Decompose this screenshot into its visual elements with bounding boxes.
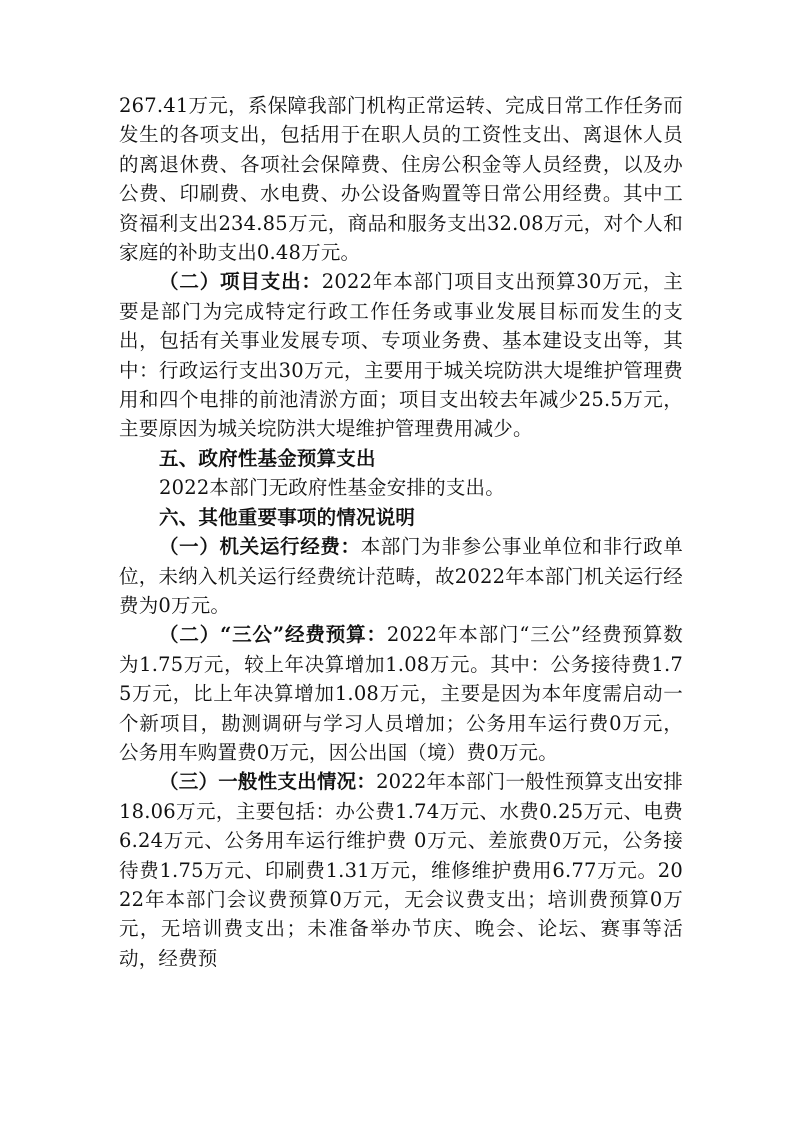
paragraph-agency-operating-costs xyxy=(119,532,683,620)
section-heading-government-fund: 五、政府性基金预算支出 xyxy=(159,446,376,470)
document-body xyxy=(119,91,683,973)
paragraph-text: 2022本部门无政府性基金安排的支出。 xyxy=(159,476,505,500)
paragraph-lead: （三）一般性支出情况： xyxy=(159,770,377,794)
paragraph-project-expenditure xyxy=(119,267,683,443)
paragraph-three-public-expenses xyxy=(119,620,683,767)
paragraph-government-fund xyxy=(119,473,683,502)
paragraph-text: 本部门为非参公事业单位和非行政单位，未纳入机关运行经费统计范畴，故2022年本部门机关运行经费为0万元。 xyxy=(119,535,683,617)
paragraph-text: 267.41万元，系保障我部门机构正常运转、完成日常工作任务而发生的各项支出，包括用于在职人员的工资性支出、离退休人员的离退休费、各项社会保障费、住房公积金等人员经费，以及办公费、印刷费、水电费、办公设备购置等日常公用经费。其中工资福利支出234.85万元，商品和服务支出32.08万元，对个人和家庭的补助支出0.48万元。 xyxy=(119,94,683,265)
paragraph-text: 2022年本部门“三公”经费预算数为1.75万元，较上年决算增加1.08万元。其中：公务接待费1.75万元，比上年决算增加1.08万元，主要是因为本年度需启动一个新项目，勘测调研与学习人员增加；公务用车运行费0万元，公务用车购置费0万元，因公出国（境）费0万元。 xyxy=(119,623,683,764)
paragraph-lead: （二）“三公”经费预算： xyxy=(159,623,387,647)
paragraph-text: 2022年本部门一般性预算支出安排18.06万元，主要包括：办公费1.74万元、水费0.25万元、电费6.24万元、公务用车运行维护费 0万元、差旅费0万元，公务接待费1.75万元、印刷费1.31万元，维修维护费用6.77万元。2022年本部门会议费预算0万元，无会议费支出；培训费预算0万元，无培训费支出；未准备举办节庆、晚会、论坛、赛事等活动，经费预 xyxy=(119,770,684,970)
paragraph-lead: （一）机关运行经费： xyxy=(159,535,361,559)
paragraph-general-expenditure xyxy=(119,767,683,973)
paragraph-text: 2022年本部门项目支出预算30万元，主要是部门为完成特定行政工作任务或事业发展目标而发生的支出，包括有关事业发展专项、专项业务费、基本建设支出等，其中：行政运行支出30万元，主要用于城关垸防洪大堤维护管理费用和四个电排的前池清淤方面；项目支出较去年减少25.5万元，主要原因为城关垸防洪大堤维护管理费用减少。 xyxy=(119,270,683,441)
section-heading-other-matters: 六、其他重要事项的情况说明 xyxy=(159,505,416,529)
paragraph-lead: （二）项目支出： xyxy=(159,270,322,294)
paragraph-basic-expenditure xyxy=(119,91,683,267)
